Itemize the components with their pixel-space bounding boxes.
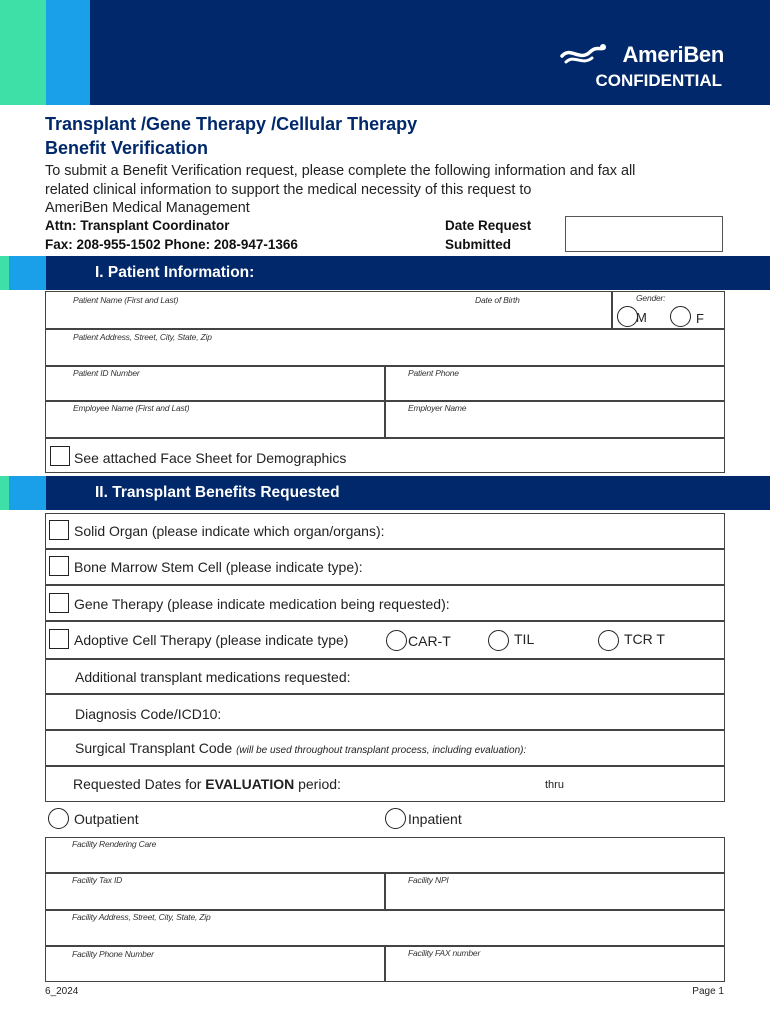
face-sheet-label: See attached Face Sheet for Demographics (74, 450, 347, 466)
header-blue-stripe (46, 0, 90, 105)
til-label: TIL (514, 631, 535, 647)
date-request-field[interactable] (565, 216, 723, 252)
gender-label: Gender: (636, 293, 666, 303)
diagnosis-code-label: Diagnosis Code/ICD10: (75, 706, 222, 722)
contact-block (45, 216, 298, 254)
outpatient-label: Outpatient (74, 811, 139, 827)
document-title (45, 112, 605, 160)
tcr-t-label: TCR T (624, 631, 665, 647)
solid-organ-checkbox[interactable] (49, 520, 69, 540)
surgical-code-note: (will be used throughout transplant process, including evaluation): (236, 745, 527, 756)
brand-name: AmeriBen (622, 42, 724, 67)
facility-npi-label: Facility NPI (408, 875, 449, 885)
patient-phone-label: Patient Phone (408, 368, 459, 378)
inpatient-label: Inpatient (408, 811, 462, 827)
facility-address-label: Facility Address, Street, City, State, Zip (72, 912, 211, 922)
header-teal-stripe (0, 0, 46, 105)
patient-name-label: Patient Name (First and Last) (73, 295, 179, 305)
section-2-header (0, 476, 770, 510)
outpatient-radio[interactable] (48, 808, 69, 829)
gene-therapy-label: Gene Therapy (please indicate medication being requested): (74, 596, 450, 612)
facility-rendering-label: Facility Rendering Care (72, 839, 157, 849)
title-line-1: Transplant /Gene Therapy /Cellular Therapy (45, 114, 418, 134)
dob-label: Date of Birth (475, 295, 520, 305)
intro-line-1: To submit a Benefit Verification request, please complete the following information and fax all (45, 163, 636, 179)
face-sheet-checkbox[interactable] (50, 446, 70, 466)
date-request-label (445, 216, 531, 254)
section-1-teal-stub (0, 256, 9, 290)
employer-name-label: Employer Name (408, 403, 467, 413)
intro-line-2: related clinical information to support the medical necessity of this request to (45, 181, 532, 198)
attn-line: Attn: Transplant Coordinator (45, 218, 230, 233)
gender-male-label: M (636, 310, 647, 325)
gene-therapy-checkbox[interactable] (49, 593, 69, 613)
adoptive-cell-checkbox[interactable] (49, 629, 69, 649)
fax-phone-line: Fax: 208-955-1502 Phone: 208-947-1366 (45, 237, 298, 252)
confidential-label: CONFIDENTIAL (595, 71, 722, 90)
patient-id-label: Patient ID Number (73, 368, 140, 378)
gender-female-radio[interactable] (670, 306, 691, 327)
intro-line-3: AmeriBen Medical Management (45, 200, 250, 217)
facility-tax-label: Facility Tax ID (72, 875, 123, 885)
bone-marrow-checkbox[interactable] (49, 556, 69, 576)
intro-text (45, 162, 735, 218)
gender-male-radio[interactable] (617, 306, 638, 327)
gender-female-label: F (696, 311, 704, 326)
section-1-title: I. Patient Information: (95, 264, 255, 281)
section-1-header (0, 256, 770, 290)
surgical-code-label (75, 740, 526, 756)
adoptive-cell-label: Adoptive Cell Therapy (please indicate type) (74, 632, 349, 648)
facility-fax-label: Facility FAX number (408, 948, 481, 958)
bone-marrow-label: Bone Marrow Stem Cell (please indicate type): (74, 559, 363, 575)
tcr-t-radio[interactable] (598, 630, 619, 651)
additional-medications-label: Additional transplant medications requested: (75, 669, 351, 685)
title-line-2: Benefit Verification (45, 138, 209, 158)
ameriben-logo-icon (560, 42, 610, 66)
employee-name-label: Employee Name (First and Last) (73, 403, 190, 413)
evaluation-bold: EVALUATION (205, 776, 295, 792)
form-version: 6_2024 (45, 986, 79, 997)
solid-organ-label: Solid Organ (please indicate which organ/organs): (74, 523, 385, 539)
date-request-line-2: Submitted (445, 237, 511, 252)
evaluation-dates-label (73, 776, 341, 792)
thru-label: thru (545, 779, 564, 791)
surgical-code-title: Surgical Transplant Code (75, 740, 233, 756)
evaluation-prefix: Requested Dates for (73, 776, 206, 792)
inpatient-radio[interactable] (385, 808, 406, 829)
patient-address-label: Patient Address, Street, City, State, Zip (73, 332, 212, 342)
car-t-label: CAR-T (408, 633, 451, 649)
section-2-teal-stub (0, 476, 9, 510)
page-number: Page 1 (692, 986, 724, 997)
evaluation-suffix: period: (294, 776, 341, 792)
facility-phone-label: Facility Phone Number (72, 949, 154, 959)
section-2-title: II. Transplant Benefits Requested (95, 484, 340, 501)
car-t-radio[interactable] (386, 630, 407, 651)
date-request-line-1: Date Request (445, 218, 532, 233)
til-radio[interactable] (488, 630, 509, 651)
